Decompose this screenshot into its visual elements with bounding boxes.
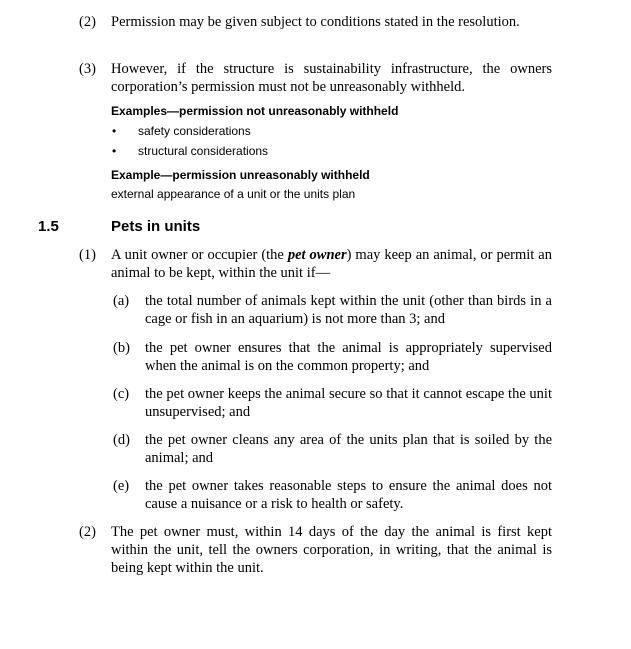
example-item: safety considerations bbox=[138, 124, 251, 138]
paragraph-text: the pet owner ensures that the animal is appropriately supervised when the animal is on the common property; and bbox=[145, 340, 552, 374]
section-number: 1.5 bbox=[38, 218, 59, 235]
subsection-number: (2) bbox=[79, 14, 96, 30]
text-segment: ) may keep an animal, or permit an animal to be kept, within the unit if— bbox=[111, 247, 552, 281]
text-segment: A unit owner or occupier (the bbox=[111, 247, 288, 263]
paragraph-label: (b) bbox=[113, 340, 130, 356]
example-heading: Example—permission unreasonably withheld bbox=[111, 168, 370, 182]
subsection-text: The pet owner must, within 14 days of the day the animal is first kept within the unit, tell the owners corporation, in writing, that the animal is being kept within the unit. bbox=[111, 524, 552, 576]
subsection-number: (1) bbox=[79, 247, 96, 263]
paragraph-label: (c) bbox=[113, 386, 130, 402]
paragraph-text: the pet owner cleans any area of the units plan that is soiled by the animal; and bbox=[145, 432, 552, 466]
paragraph-label: (a) bbox=[113, 293, 130, 309]
examples-heading: Examples—permission not unreasonably withheld bbox=[111, 104, 399, 118]
subsection-number: (3) bbox=[79, 61, 96, 77]
subsection-text bbox=[111, 246, 552, 282]
example-item: structural considerations bbox=[138, 144, 269, 158]
subsection-text: However, if the structure is sustainability infrastructure, the owners corporation’s permission must not be unreasonably withheld. bbox=[111, 61, 552, 95]
paragraph-label: (d) bbox=[113, 432, 130, 448]
section-title: Pets in units bbox=[111, 218, 201, 235]
defined-term: pet owner bbox=[287, 247, 347, 263]
bullet-icon: • bbox=[112, 144, 117, 158]
bullet-icon: • bbox=[112, 124, 117, 138]
subsection-number: (2) bbox=[79, 524, 96, 540]
paragraph-label: (e) bbox=[113, 478, 130, 494]
subsection-text: Permission may be given subject to conditions stated in the resolution. bbox=[111, 14, 520, 30]
paragraph-text: the pet owner takes reasonable steps to ensure the animal does not cause a nuisance or a risk to health or safety. bbox=[145, 478, 552, 512]
example-text: external appearance of a unit or the units plan bbox=[111, 187, 356, 201]
paragraph-text: the total number of animals kept within the unit (other than birds in a cage or fish in an aquarium) is not more than 3; and bbox=[145, 293, 552, 327]
paragraph-text: the pet owner keeps the animal secure so that it cannot escape the unit unsupervised; and bbox=[145, 386, 552, 420]
